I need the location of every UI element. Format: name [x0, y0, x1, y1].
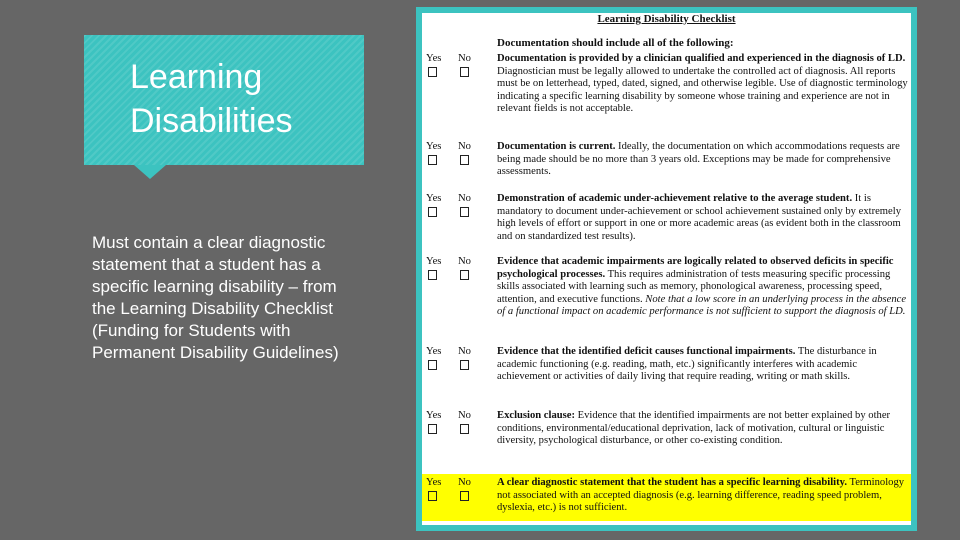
no-checkbox[interactable] — [460, 360, 469, 370]
checklist-item-text — [497, 53, 911, 116]
checklist-item-text — [497, 410, 911, 448]
no-checkbox[interactable] — [460, 207, 469, 217]
yes-checkbox[interactable] — [428, 207, 437, 217]
checklist-item-text — [497, 346, 911, 384]
item-body: Terminology not associated with an accepted diagnosis (e.g. learning difference, reading speed problem, dyslexia, etc.) is not sufficient. — [497, 477, 905, 514]
no-checkbox[interactable] — [460, 67, 469, 77]
item-body: Diagnostician must be legally allowed to undertake the controlled act of diagnosis. All reports must be on letterhead, typed, dated, signed, and otherwise legible. Use of diagnostic terminology indicating a specific learning disability by someone whose training and experience are not in relevant fields is not acceptable. — [497, 65, 908, 115]
checklist-item-text — [497, 477, 911, 515]
checklist-item-text — [497, 193, 911, 243]
checklist-title: Learning Disability Checklist — [597, 13, 736, 25]
item-heading: Evidence that academic impairments are logically related to observed deficits in specific psychological processes. — [497, 256, 894, 280]
slide-body-text: Must contain a clear diagnostic statement that a student has a specific learning disability – from the Learning Disability Checklist (Funding for Students with Permanent Disability Guidelines) — [92, 233, 339, 362]
checklist-item-text — [497, 141, 911, 179]
item-body: Evidence that the identified impairments are not better explained by other conditions, environmental/educational deprivation, lack of motivation, cultural or linguistic diversity, psychological disturbance, or other co-existing condition. — [497, 410, 891, 447]
item-heading: Evidence that the identified deficit causes functional impairments. — [497, 346, 796, 357]
checklist-intro-row — [422, 37, 911, 53]
item-heading: A clear diagnostic statement that the student has a specific learning disability. — [497, 477, 847, 488]
yes-label: Yes — [426, 256, 442, 267]
item-heading: Documentation is provided by a clinician qualified and experienced in the diagnosis of LD. — [497, 53, 906, 64]
yes-checkbox[interactable] — [428, 155, 437, 165]
checklist-item-2 — [422, 141, 911, 193]
yes-checkbox[interactable] — [428, 360, 437, 370]
checklist-item-3 — [422, 193, 911, 256]
item-body: The disturbance in academic functioning (e.g. reading, math, etc.) significantly interferes with academic achievement or activities of daily living that require reading, writing or math skills. — [497, 346, 877, 383]
no-checkbox[interactable] — [460, 491, 469, 501]
item-body: It is mandatory to document under-achievement or school achievement sustained only by extremely high levels of effort or support in one or more academic areas (as evident both in the classroom and on standardized test results). — [497, 193, 901, 242]
checklist-item-text — [497, 256, 911, 319]
yes-checkbox[interactable] — [428, 270, 437, 280]
yes-label: Yes — [426, 141, 442, 152]
item-heading: Exclusion clause: — [497, 410, 575, 421]
no-label: No — [458, 141, 471, 152]
yes-checkbox[interactable] — [428, 491, 437, 501]
no-label: No — [458, 346, 471, 357]
item-heading: Demonstration of academic under-achievement relative to the average student. — [497, 193, 853, 204]
no-label: No — [458, 193, 471, 204]
item-body: This requires administration of tests measuring specific processing skills associated with learning such as memory, phonological awareness, processing speed, attention, and executive functions. — [497, 268, 891, 305]
checklist-item-7-highlighted — [422, 474, 911, 521]
no-checkbox[interactable] — [460, 155, 469, 165]
item-note: Note that a low score in an underlying process in the absence of a functional impact on academic performance is not sufficient to support the diagnosis of LD. — [497, 293, 907, 318]
checklist-item-6 — [422, 410, 911, 474]
item-heading: Documentation is current. — [497, 141, 616, 152]
title-box — [84, 35, 364, 165]
checklist-document — [422, 13, 911, 525]
checklist-intro: Documentation should include all of the following: — [497, 37, 734, 49]
yes-label: Yes — [426, 53, 442, 64]
yes-checkbox[interactable] — [428, 424, 437, 434]
yes-label: Yes — [426, 477, 442, 488]
yes-checkbox[interactable] — [428, 67, 437, 77]
no-label: No — [458, 477, 471, 488]
no-checkbox[interactable] — [460, 270, 469, 280]
no-label: No — [458, 410, 471, 421]
checklist-image-frame — [416, 7, 917, 531]
no-label: No — [458, 53, 471, 64]
yes-label: Yes — [426, 346, 442, 357]
no-checkbox[interactable] — [460, 424, 469, 434]
checklist-item-4 — [422, 256, 911, 346]
checklist-item-1 — [422, 53, 911, 141]
no-label: No — [458, 256, 471, 267]
slide-title: Learning Disabilities — [130, 58, 293, 140]
checklist-item-5 — [422, 346, 911, 410]
yes-label: Yes — [426, 410, 442, 421]
yes-label: Yes — [426, 193, 442, 204]
item-body: Ideally, the documentation on which accommodations requests are being made should be no more than 3 years old. Exceptions may be made for comprehensive assessments. — [497, 141, 900, 178]
